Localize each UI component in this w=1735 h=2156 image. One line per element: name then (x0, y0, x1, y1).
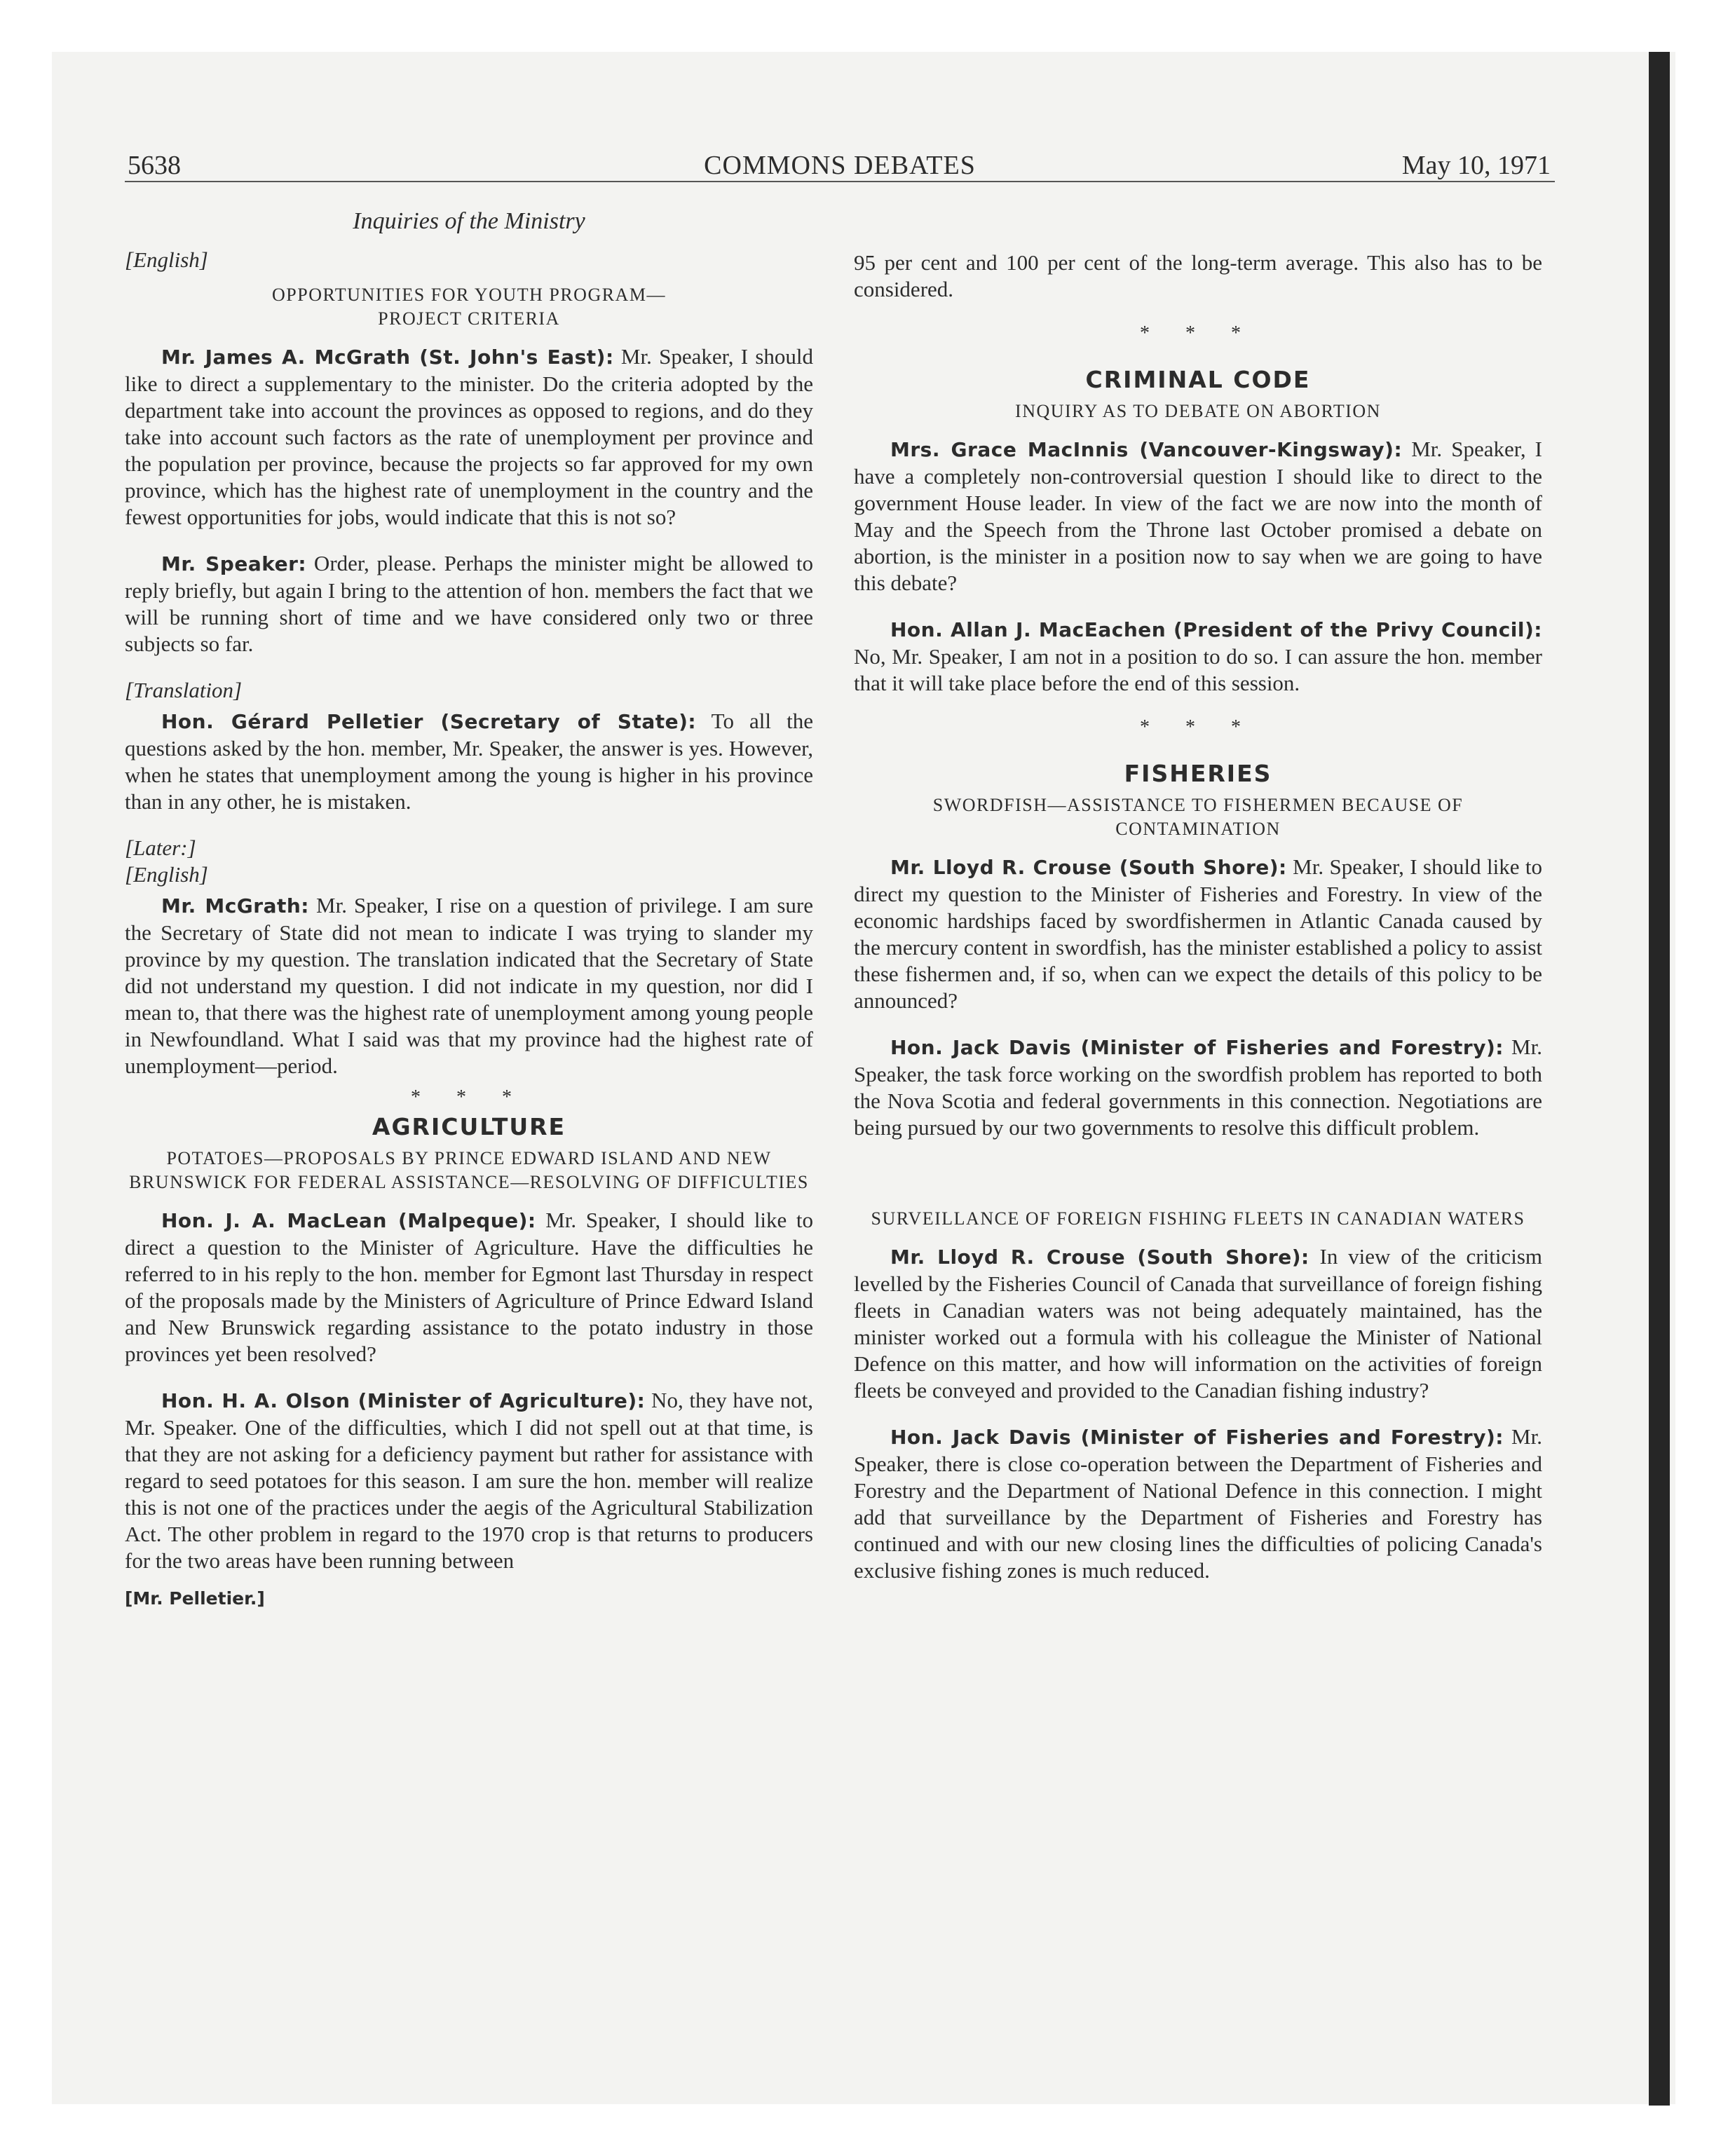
speech-mcgrath-1 (125, 343, 813, 531)
speech-olson-continued: 95 per cent and 100 per cent of the long-term average. This also has to be considered. (854, 250, 1542, 301)
speaker-attribution: [Mr. Pelletier.] (125, 1588, 265, 1609)
subheading-abortion: INQUIRY AS TO DEBATE ON ABORTION (1015, 401, 1381, 421)
speaker-name: Hon. H. A. Olson (Minister of Agriculture): (161, 1389, 646, 1412)
speech-maceachen (854, 616, 1542, 697)
speech-text: Mr. Speaker, the task force working on the swordfish problem has reported to both the Nova Scotia and federal governments in this connection. Negotiations are being pursued by our two governments to resolve this difficult problem. (854, 1035, 1542, 1140)
section-separator: * * * (411, 1086, 527, 1108)
speech-crouse-2 (854, 1243, 1542, 1404)
page-number: 5638 (128, 151, 181, 180)
speaker-name: Hon. Gérard Pelletier (Secretary of State): (161, 710, 697, 733)
speech-text: Mr. Speaker, I should like to direct a question to the Minister of Agriculture. Have the difficulties he referred to in his reply to the hon. member for Egmont last Thursday in respect of the proposals made by the Ministers of Agriculture of Prince Edward Island and New Brunswick regarding assistance to the potato industry in those provinces yet been resolved? (125, 1208, 814, 1366)
speaker-name: Mrs. Grace MacInnis (Vancouver-Kingsway): (890, 438, 1403, 461)
speech-mcgrath-2 (125, 892, 813, 1079)
speech-maclean (125, 1207, 813, 1367)
language-note: [Later:] (125, 835, 196, 860)
speech-text: To all the questions asked by the hon. member, Mr. Speaker, the answer is yes. However, when he states that unemployment among the young is higher in his province than in any other, he is mistaken. (125, 709, 813, 814)
language-note: [Translation] (125, 678, 243, 702)
running-topic: Inquiries of the Ministry (353, 208, 585, 234)
speech-pelletier (125, 708, 813, 815)
publication-date: May 10, 1971 (1401, 151, 1551, 180)
speech-crouse-1 (854, 854, 1542, 1014)
speech-text: No, they have not, Mr. Speaker. One of the difficulties, which I did not spell out at that time, is that they are not asking for a deficiency payment but rather for assistance with regard to seed potatoes for this season. I am sure the hon. member will realize this is not one of the practices under the aegis of the Agricultural Stabilization Act. The other problem in regard to the 1970 crop is that returns to producers for the two areas have been running between (125, 1388, 813, 1573)
running-header (125, 150, 1555, 182)
section-separator: * * * (1140, 322, 1256, 344)
speaker-name: Hon. Allan J. MacEachen (President of the Privy Council): (890, 618, 1542, 641)
speech-macinnis (854, 436, 1542, 596)
speaker-name: Hon. Jack Davis (Minister of Fisheries and Forestry): (890, 1036, 1504, 1059)
section-heading-fisheries: FISHERIES (1124, 760, 1272, 787)
speech-text: No, Mr. Speaker, I am not in a position to do so. I can assure the hon. member that it will take place before the end of this session. (854, 644, 1542, 695)
section-separator: * * * (1140, 716, 1256, 738)
left-column (125, 207, 813, 1609)
speaker-name: Mr. Lloyd R. Crouse (South Shore): (890, 856, 1287, 879)
section-heading-criminal-code: CRIMINAL CODE (1085, 366, 1311, 393)
language-note: [English] (125, 247, 208, 272)
speaker-name: Hon. Jack Davis (Minister of Fisheries and Forestry): (890, 1426, 1504, 1449)
speaker-name: Mr. James A. McGrath (St. John's East): (161, 346, 614, 369)
speech-davis-2 (854, 1424, 1542, 1584)
publication-title: COMMONS DEBATES (704, 151, 976, 180)
speaker-name: Mr. Lloyd R. Crouse (South Shore): (890, 1246, 1309, 1269)
speech-olson (125, 1387, 813, 1574)
speech-text: Mr. Speaker, I have a completely non-controversial question I should like to direct to the government House leader. In view of the fact we are now into the month of May and the Speech from the Throne last October promised a debate on abortion, is the minister in a position now to say when we are going to have this debate? (854, 437, 1542, 595)
speaker-name: Mr. McGrath: (161, 894, 309, 917)
speech-text: Mr. Speaker, there is close co-operation between the Department of Fisheries and Forestry and the Department of National Defence in this connection. I might add that surveillance by the Department of Fisheries and Forestry has continued and with our new closing lines the difficulties of policing Canada's exclusive fishing zones is much reduced. (854, 1424, 1542, 1583)
language-note: [English] (125, 862, 208, 887)
speech-davis-1 (854, 1034, 1542, 1141)
speech-text: Order, please. Perhaps the minister might be allowed to reply briefly, but again I bring to the attention of hon. members the fact that we will be running short of time and we have considered only two or three subjects so far. (125, 551, 813, 656)
scan-edge-bar (1649, 52, 1670, 2106)
right-column (854, 250, 1542, 1604)
subheading-swordfish: SWORDFISH—ASSISTANCE TO FISHERMEN BECAUSE OF CONTAMINATION (932, 795, 1464, 839)
subheading-surveillance: SURVEILLANCE OF FOREIGN FISHING FLEETS IN CANADIAN WATERS (871, 1208, 1525, 1229)
speech-text: In view of the criticism levelled by the Fisheries Council of Canada that surveillance of foreign fishing fleets in Canadian waters was not being adequately maintained, has the minister worked out a formula with his colleague the Minister of National Defence on this matter, and how will information on the activities of foreign fleets be conveyed and provided to the Canadian fishing industry? (854, 1244, 1542, 1403)
speech-text: Mr. Speaker, I should like to direct my question to the Minister of Fisheries and Forestry. In view of the economic hardships faced by swordfishermen in Atlantic Canada caused by the mercury content in swordfish, has the minister established a policy to assist these fishermen and, if so, when can we expect the details of this policy to be announced? (854, 854, 1543, 1013)
speech-speaker (125, 550, 813, 657)
speaker-name: Hon. J. A. MacLean (Malpeque): (161, 1209, 536, 1232)
speaker-name: Mr. Speaker: (161, 552, 307, 575)
subheading-potatoes: POTATOES—PROPOSALS BY PRINCE EDWARD ISLAND AND NEW BRUNSWICK FOR FEDERAL ASSISTANCE—RESOLVING OF DIFFICULTIES (129, 1148, 809, 1192)
spacer (854, 1161, 1542, 1197)
speech-text: Mr. Speaker, I should like to direct a supplementary to the minister. Do the criteria adopted by the department take into account the provinces as opposed to regions, and do they take into account such factors as the rate of unemployment per province and the population per province, because the projects so far approved for my own province, which has the highest rate of unemployment in the country and the fewest opportunities for jobs, would indicate that this is not so? (125, 344, 813, 529)
subheading-youth-program: OPPORTUNITIES FOR YOUTH PROGRAM— PROJECT CRITERIA (272, 285, 666, 329)
speech-text: Mr. Speaker, I rise on a question of privilege. I am sure the Secretary of State did not mean to indicate I was trying to slander my province by my question. The translation indicated that the Secretary of State did not understand my question. I did not indicate in my question, nor did I mean to, that there was the highest rate of unemployment among young people in Newfoundland. What I said was that my province had the highest rate of unemployment—period. (125, 893, 813, 1078)
section-heading-agriculture: AGRICULTURE (372, 1113, 566, 1140)
